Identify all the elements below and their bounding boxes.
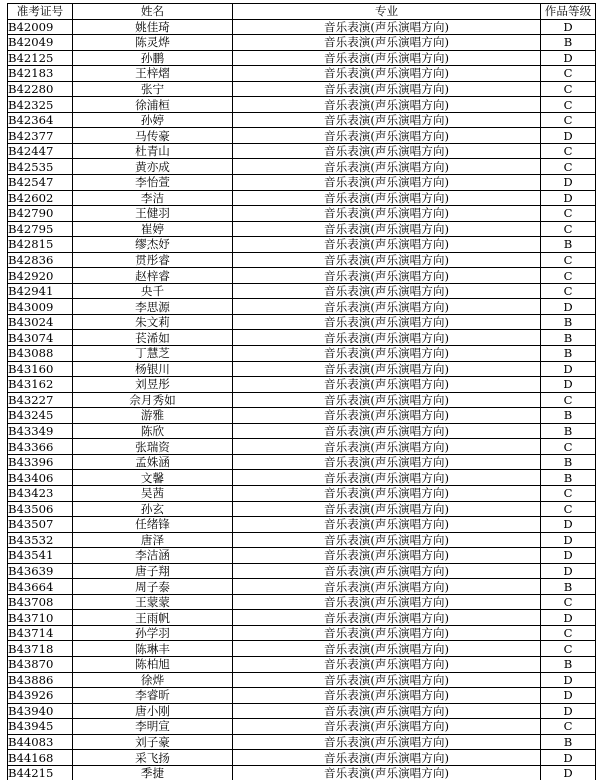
grade-cell: C — [541, 594, 596, 610]
student-name-cell: 孙婷 — [73, 112, 233, 128]
exam-id-cell: B43162 — [8, 377, 73, 393]
exam-id-cell: B43074 — [8, 330, 73, 346]
major-cell: 音乐表演(声乐演唱方向) — [233, 517, 541, 533]
major-cell: 音乐表演(声乐演唱方向) — [233, 423, 541, 439]
student-name-cell: 刘子豪 — [73, 734, 233, 750]
table-row — [8, 579, 596, 595]
grade-cell: C — [541, 97, 596, 113]
grade-cell: B — [541, 346, 596, 362]
table-row — [8, 66, 596, 82]
major-cell: 音乐表演(声乐演唱方向) — [233, 439, 541, 455]
major-cell: 音乐表演(声乐演唱方向) — [233, 143, 541, 159]
exam-id-cell: B43506 — [8, 501, 73, 517]
table-row — [8, 563, 596, 579]
table-row — [8, 470, 596, 486]
grade-cell: D — [541, 765, 596, 780]
exam-id-cell: B43532 — [8, 532, 73, 548]
student-name-cell: 张瑞资 — [73, 439, 233, 455]
major-cell: 音乐表演(声乐演唱方向) — [233, 548, 541, 564]
student-name-cell: 王雨帆 — [73, 610, 233, 626]
student-name-cell: 周子泰 — [73, 579, 233, 595]
exam-id-cell: B43160 — [8, 361, 73, 377]
grade-cell: D — [541, 50, 596, 66]
exam-id-cell: B42009 — [8, 19, 73, 35]
table-row — [8, 19, 596, 35]
exam-id-cell: B44215 — [8, 765, 73, 780]
table-row — [8, 283, 596, 299]
student-name-cell: 李思源 — [73, 299, 233, 315]
table-row — [8, 610, 596, 626]
table-row — [8, 517, 596, 533]
header-major: 专业 — [233, 4, 541, 20]
major-cell: 音乐表演(声乐演唱方向) — [233, 454, 541, 470]
student-name-cell: 赵梓睿 — [73, 268, 233, 284]
major-cell: 音乐表演(声乐演唱方向) — [233, 128, 541, 144]
major-cell: 音乐表演(声乐演唱方向) — [233, 346, 541, 362]
grade-cell: D — [541, 563, 596, 579]
major-cell: 音乐表演(声乐演唱方向) — [233, 610, 541, 626]
exam-id-cell: B43710 — [8, 610, 73, 626]
table-row — [8, 314, 596, 330]
student-name-cell: 刘昱彤 — [73, 377, 233, 393]
exam-id-cell: B43708 — [8, 594, 73, 610]
grade-cell: D — [541, 299, 596, 315]
grade-cell: C — [541, 439, 596, 455]
grade-cell: C — [541, 112, 596, 128]
table-row — [8, 128, 596, 144]
grade-cell: C — [541, 143, 596, 159]
major-cell: 音乐表演(声乐演唱方向) — [233, 532, 541, 548]
exam-id-cell: B43366 — [8, 439, 73, 455]
student-name-cell: 吴茜 — [73, 485, 233, 501]
grade-cell: D — [541, 190, 596, 206]
exam-id-cell: B42795 — [8, 221, 73, 237]
grade-cell: D — [541, 175, 596, 191]
grade-cell: C — [541, 641, 596, 657]
table-row — [8, 439, 596, 455]
grade-cell: C — [541, 221, 596, 237]
student-name-cell: 王梓熠 — [73, 66, 233, 82]
grade-cell: B — [541, 656, 596, 672]
exam-id-cell: B42183 — [8, 66, 73, 82]
student-name-cell: 佘月秀如 — [73, 392, 233, 408]
exam-id-cell: B43024 — [8, 314, 73, 330]
header-row — [8, 4, 596, 20]
student-name-cell: 朱文莉 — [73, 314, 233, 330]
grade-cell: C — [541, 625, 596, 641]
grade-cell: C — [541, 392, 596, 408]
student-name-cell: 马传豪 — [73, 128, 233, 144]
exam-id-cell: B43245 — [8, 408, 73, 424]
table-row — [8, 377, 596, 393]
table-row — [8, 501, 596, 517]
table-row — [8, 361, 596, 377]
major-cell: 音乐表演(声乐演唱方向) — [233, 112, 541, 128]
exam-id-cell: B42364 — [8, 112, 73, 128]
exam-id-cell: B42049 — [8, 35, 73, 51]
table-row — [8, 688, 596, 704]
exam-id-cell: B42377 — [8, 128, 73, 144]
major-cell: 音乐表演(声乐演唱方向) — [233, 330, 541, 346]
grade-cell: D — [541, 19, 596, 35]
major-cell: 音乐表演(声乐演唱方向) — [233, 35, 541, 51]
grade-cell: C — [541, 501, 596, 517]
grade-cell: C — [541, 252, 596, 268]
student-name-cell: 王健羽 — [73, 206, 233, 222]
exam-id-cell: B42790 — [8, 206, 73, 222]
major-cell: 音乐表演(声乐演唱方向) — [233, 765, 541, 780]
student-name-cell: 李怡萱 — [73, 175, 233, 191]
exam-id-cell: B42447 — [8, 143, 73, 159]
grade-cell: B — [541, 408, 596, 424]
exam-id-cell: B44168 — [8, 750, 73, 766]
major-cell: 音乐表演(声乐演唱方向) — [233, 377, 541, 393]
major-cell: 音乐表演(声乐演唱方向) — [233, 734, 541, 750]
student-name-cell: 王蒙蒙 — [73, 594, 233, 610]
table-row — [8, 190, 596, 206]
major-cell: 音乐表演(声乐演唱方向) — [233, 268, 541, 284]
major-cell: 音乐表演(声乐演唱方向) — [233, 159, 541, 175]
major-cell: 音乐表演(声乐演唱方向) — [233, 283, 541, 299]
table-row — [8, 408, 596, 424]
grade-cell: D — [541, 688, 596, 704]
table-row — [8, 454, 596, 470]
exam-id-cell: B43664 — [8, 579, 73, 595]
grade-cell: B — [541, 470, 596, 486]
major-cell: 音乐表演(声乐演唱方向) — [233, 750, 541, 766]
student-name-cell: 游雅 — [73, 408, 233, 424]
table-body — [8, 19, 596, 780]
grade-cell: B — [541, 237, 596, 253]
major-cell: 音乐表演(声乐演唱方向) — [233, 206, 541, 222]
major-cell: 音乐表演(声乐演唱方向) — [233, 175, 541, 191]
grade-cell: D — [541, 610, 596, 626]
table-row — [8, 392, 596, 408]
student-name-cell: 徐浦桓 — [73, 97, 233, 113]
exam-id-cell: B43349 — [8, 423, 73, 439]
grade-cell: B — [541, 35, 596, 51]
major-cell: 音乐表演(声乐演唱方向) — [233, 625, 541, 641]
grades-table — [7, 3, 596, 780]
student-name-cell: 孟姝涵 — [73, 454, 233, 470]
exam-id-cell: B42836 — [8, 252, 73, 268]
student-name-cell: 李洁涵 — [73, 548, 233, 564]
table-row — [8, 299, 596, 315]
student-name-cell: 张宁 — [73, 81, 233, 97]
major-cell: 音乐表演(声乐演唱方向) — [233, 81, 541, 97]
grade-cell: D — [541, 548, 596, 564]
student-name-cell: 姚佳琦 — [73, 19, 233, 35]
student-name-cell: 李洁 — [73, 190, 233, 206]
table-row — [8, 734, 596, 750]
table-row — [8, 175, 596, 191]
grade-cell: B — [541, 734, 596, 750]
major-cell: 音乐表演(声乐演唱方向) — [233, 221, 541, 237]
table-row — [8, 719, 596, 735]
table-row — [8, 656, 596, 672]
exam-id-cell: B42280 — [8, 81, 73, 97]
exam-id-cell: B42602 — [8, 190, 73, 206]
exam-id-cell: B43714 — [8, 625, 73, 641]
student-name-cell: 李睿昕 — [73, 688, 233, 704]
exam-id-cell: B43541 — [8, 548, 73, 564]
major-cell: 音乐表演(声乐演唱方向) — [233, 299, 541, 315]
student-name-cell: 缪杰妤 — [73, 237, 233, 253]
major-cell: 音乐表演(声乐演唱方向) — [233, 314, 541, 330]
student-name-cell: 陈琳丰 — [73, 641, 233, 657]
student-name-cell: 陈欣 — [73, 423, 233, 439]
major-cell: 音乐表演(声乐演唱方向) — [233, 252, 541, 268]
exam-id-cell: B43396 — [8, 454, 73, 470]
major-cell: 音乐表演(声乐演唱方向) — [233, 641, 541, 657]
major-cell: 音乐表演(声乐演唱方向) — [233, 97, 541, 113]
major-cell: 音乐表演(声乐演唱方向) — [233, 563, 541, 579]
table-row — [8, 625, 596, 641]
student-name-cell: 贯彤睿 — [73, 252, 233, 268]
grade-cell: C — [541, 66, 596, 82]
major-cell: 音乐表演(声乐演唱方向) — [233, 672, 541, 688]
student-name-cell: 徐烨 — [73, 672, 233, 688]
student-name-cell: 季捷 — [73, 765, 233, 780]
student-name-cell: 孙玄 — [73, 501, 233, 517]
major-cell: 音乐表演(声乐演唱方向) — [233, 501, 541, 517]
exam-id-cell: B44083 — [8, 734, 73, 750]
major-cell: 音乐表演(声乐演唱方向) — [233, 579, 541, 595]
student-name-cell: 苌浠如 — [73, 330, 233, 346]
table-row — [8, 750, 596, 766]
student-name-cell: 唐泽 — [73, 532, 233, 548]
major-cell: 音乐表演(声乐演唱方向) — [233, 470, 541, 486]
student-name-cell: 唐小刚 — [73, 703, 233, 719]
grade-cell: C — [541, 485, 596, 501]
grade-cell: D — [541, 377, 596, 393]
exam-id-cell: B42920 — [8, 268, 73, 284]
header-id: 准考证号 — [8, 4, 73, 20]
table-row — [8, 112, 596, 128]
table-row — [8, 143, 596, 159]
student-name-cell: 央千 — [73, 283, 233, 299]
grade-cell: D — [541, 361, 596, 377]
student-name-cell: 唐子翔 — [73, 563, 233, 579]
table-row — [8, 206, 596, 222]
exam-id-cell: B43227 — [8, 392, 73, 408]
major-cell: 音乐表演(声乐演唱方向) — [233, 237, 541, 253]
exam-id-cell: B42125 — [8, 50, 73, 66]
major-cell: 音乐表演(声乐演唱方向) — [233, 392, 541, 408]
header-grade: 作品等级 — [541, 4, 596, 20]
student-name-cell: 孙学羽 — [73, 625, 233, 641]
student-name-cell: 任绪锋 — [73, 517, 233, 533]
student-name-cell: 崔婷 — [73, 221, 233, 237]
grade-cell: C — [541, 268, 596, 284]
exam-id-cell: B43406 — [8, 470, 73, 486]
major-cell: 音乐表演(声乐演唱方向) — [233, 656, 541, 672]
exam-id-cell: B42325 — [8, 97, 73, 113]
major-cell: 音乐表演(声乐演唱方向) — [233, 688, 541, 704]
student-name-cell: 黄亦成 — [73, 159, 233, 175]
table-row — [8, 268, 596, 284]
exam-id-cell: B43940 — [8, 703, 73, 719]
student-name-cell: 陈柏旭 — [73, 656, 233, 672]
major-cell: 音乐表演(声乐演唱方向) — [233, 703, 541, 719]
grade-cell: B — [541, 454, 596, 470]
table-row — [8, 159, 596, 175]
grade-cell: B — [541, 314, 596, 330]
table-row — [8, 485, 596, 501]
major-cell: 音乐表演(声乐演唱方向) — [233, 408, 541, 424]
table-row — [8, 35, 596, 51]
major-cell: 音乐表演(声乐演唱方向) — [233, 485, 541, 501]
grade-cell: C — [541, 206, 596, 222]
grade-cell: C — [541, 159, 596, 175]
exam-id-cell: B43639 — [8, 563, 73, 579]
student-name-cell: 李明宣 — [73, 719, 233, 735]
grade-cell: C — [541, 81, 596, 97]
grade-cell: D — [541, 672, 596, 688]
table-row — [8, 252, 596, 268]
grade-cell: B — [541, 423, 596, 439]
grade-cell: D — [541, 128, 596, 144]
exam-id-cell: B43088 — [8, 346, 73, 362]
table-row — [8, 221, 596, 237]
grade-cell: D — [541, 750, 596, 766]
exam-id-cell: B43009 — [8, 299, 73, 315]
table-row — [8, 237, 596, 253]
exam-id-cell: B43870 — [8, 656, 73, 672]
table-row — [8, 346, 596, 362]
table-row — [8, 548, 596, 564]
major-cell: 音乐表演(声乐演唱方向) — [233, 50, 541, 66]
exam-id-cell: B43926 — [8, 688, 73, 704]
student-name-cell: 文馨 — [73, 470, 233, 486]
exam-id-cell: B43886 — [8, 672, 73, 688]
table-row — [8, 594, 596, 610]
grade-cell: D — [541, 703, 596, 719]
exam-id-cell: B42941 — [8, 283, 73, 299]
major-cell: 音乐表演(声乐演唱方向) — [233, 19, 541, 35]
table-row — [8, 672, 596, 688]
header-name: 姓名 — [73, 4, 233, 20]
student-name-cell: 丁慧芝 — [73, 346, 233, 362]
student-name-cell: 采飞扬 — [73, 750, 233, 766]
table-row — [8, 423, 596, 439]
major-cell: 音乐表演(声乐演唱方向) — [233, 594, 541, 610]
student-name-cell: 陈灵烨 — [73, 35, 233, 51]
exam-id-cell: B43423 — [8, 485, 73, 501]
table-row — [8, 50, 596, 66]
exam-id-cell: B43945 — [8, 719, 73, 735]
table-row — [8, 97, 596, 113]
exam-id-cell: B42815 — [8, 237, 73, 253]
student-name-cell: 孙鹏 — [73, 50, 233, 66]
table-row — [8, 641, 596, 657]
major-cell: 音乐表演(声乐演唱方向) — [233, 719, 541, 735]
grade-cell: C — [541, 719, 596, 735]
major-cell: 音乐表演(声乐演唱方向) — [233, 66, 541, 82]
table-header — [8, 4, 596, 20]
exam-id-cell: B43718 — [8, 641, 73, 657]
grade-cell: C — [541, 283, 596, 299]
grade-cell: D — [541, 517, 596, 533]
exam-id-cell: B42535 — [8, 159, 73, 175]
grade-cell: D — [541, 532, 596, 548]
table-row — [8, 330, 596, 346]
major-cell: 音乐表演(声乐演唱方向) — [233, 361, 541, 377]
grade-cell: B — [541, 330, 596, 346]
major-cell: 音乐表演(声乐演唱方向) — [233, 190, 541, 206]
grade-cell: B — [541, 579, 596, 595]
student-name-cell: 杜青山 — [73, 143, 233, 159]
student-name-cell: 杨银川 — [73, 361, 233, 377]
exam-id-cell: B42547 — [8, 175, 73, 191]
table-row — [8, 81, 596, 97]
table-row — [8, 765, 596, 780]
table-row — [8, 532, 596, 548]
exam-id-cell: B43507 — [8, 517, 73, 533]
table-row — [8, 703, 596, 719]
